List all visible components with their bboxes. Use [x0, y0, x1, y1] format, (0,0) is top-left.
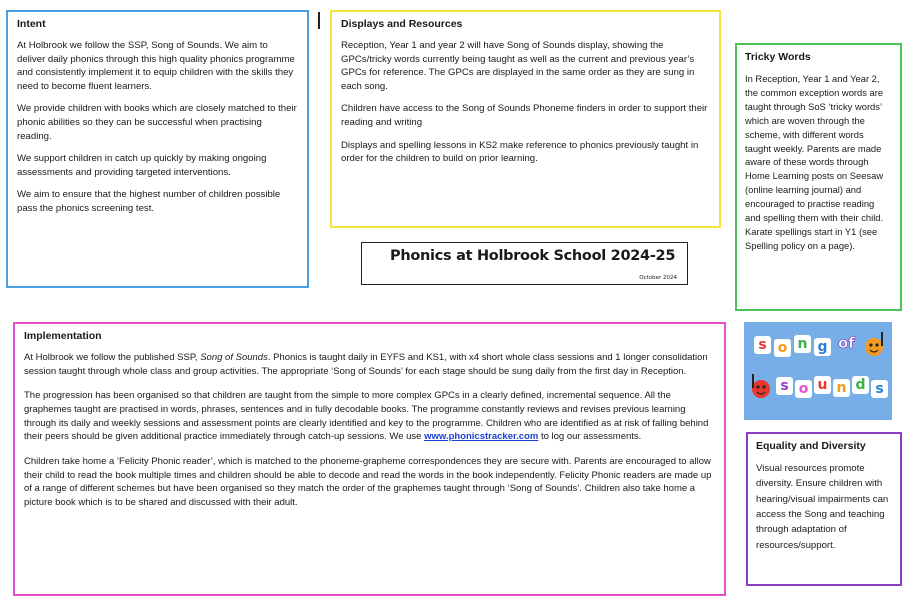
implementation-paragraph: Children take home a ‘Felicity Phonic reader’, which is matched to the phoneme-grapheme correspondences they are secure with. Parents are encouraged to allow their child to read the book multiple times and children should be able to decode and read the words in the book independently. Felicity Phonic readers are made up of a range of different schemes but have been organised so they match the order of the graphemes taught through ‘Song of Sounds’. Children also take home a picture book which is to be shared and discussed with their adult. — [24, 456, 712, 509]
text-span: The progression has been organised so that children are taught from the simple to more complex GPCs in a clearly defined, incremental sequence. All the graphemes taught are practised in words, phrases, sentences and in fully decodable books. The programme constantly reviews and revises previous learning through its daily and weekly sessions and assessment points are clearly identified and key to the programme. Children who are identified as at risk of falling behind their peers should be given additional practice immediately through catch-up sessions. We use — [24, 390, 709, 443]
intent-panel — [6, 10, 309, 288]
phonicstracker-link[interactable]: www.phonicstracker.com — [424, 431, 539, 443]
tricky-heading: Tricky Words — [745, 51, 811, 63]
equality-heading: Equality and Diversity — [756, 440, 866, 452]
logo-letter-tile: u — [814, 376, 831, 394]
text-span: . Phonics is taught daily in EYFS and KS1, with x4 short whole class sessions and 1 longer consolidation session taught through whole class and group activities. The appropriate ‘Song of Sounds’ for each stage should be sung daily from the first day in Reception. — [24, 352, 708, 377]
tricky-paragraph: In Reception, Year 1 and Year 2, the common exception words are taught through SoS ‘tricky words’ which are woven through the scheme, with different words taught weekly. Parents are made aware of these words through Home Learning posts on Seesaw (online learning journal) and encouraged to practise reading and spelling them with their child. Karate spellings start in Y1 (see Spelling policy on a page). — [745, 73, 884, 251]
intent-paragraph: We support children in catch up quickly by making ongoing assessments and providing targeted interventions. — [17, 153, 267, 178]
logo-letter-tile: d — [852, 376, 869, 394]
logo-letter-tile: g — [814, 338, 831, 356]
implementation-heading: Implementation — [24, 330, 102, 342]
displays-paragraph: Displays and spelling lessons in KS2 make reference to phonics previously taught in order for the children to build on prior learning. — [341, 139, 699, 165]
displays-paragraph: Children have access to the Song of Sounds Phoneme finders in order to support their reading and writing — [341, 103, 708, 129]
logo-letter-tile: s — [776, 377, 793, 395]
intent-paragraph: At Holbrook we follow the SSP, Song of Sounds. We aim to deliver daily phonics through this high quality phonics programme and consistently implement it to equip children with the skills they need to become fluent learners. — [17, 40, 295, 92]
implementation-panel — [13, 322, 726, 596]
music-note-character-icon — [862, 330, 888, 360]
text-span: to log our assessments. — [538, 431, 642, 443]
emphasis-song-of-sounds: Song of Sounds — [200, 352, 268, 363]
logo-of-text: of — [838, 334, 855, 352]
logo-letter-tile: s — [871, 380, 888, 398]
displays-resources-panel — [330, 10, 721, 228]
text-span: At Holbrook we follow the published SSP, — [24, 352, 201, 363]
intent-paragraph: We aim to ensure that the highest number of children possible pass the phonics screening test. — [17, 189, 281, 215]
page-title-box — [361, 242, 688, 285]
displays-heading: Displays and Resources — [341, 18, 463, 30]
implementation-paragraph — [24, 351, 715, 378]
divider-line — [318, 12, 320, 29]
song-of-sounds-logo — [744, 322, 892, 420]
implementation-paragraph — [24, 389, 715, 444]
displays-paragraph: Reception, Year 1 and year 2 will have Song of Sounds display, showing the GPCs/tricky words currently being taught as well as the current and previous year’s GPCs for reference. The GPCs are displayed in the same order as they are sung in each song. — [341, 40, 695, 92]
equality-paragraph: Visual resources promote diversity. Ensure children with hearing/visual impairments can access the Song and teaching through adaptation of resources/support. — [756, 463, 889, 551]
equality-diversity-panel — [746, 432, 902, 586]
page-title: Phonics at Holbrook School 2024-25 — [390, 248, 676, 264]
logo-letter-tile: o — [795, 380, 812, 398]
intent-heading: Intent — [17, 18, 46, 30]
logo-letter-tile: n — [794, 335, 811, 353]
title-date: October 2024 — [639, 275, 677, 281]
logo-letter-tile: s — [754, 336, 771, 354]
music-note-character-icon — [748, 372, 774, 402]
intent-paragraph: We provide children with books which are closely matched to their phonic abilities so they can be successful when practising reading. — [17, 103, 297, 142]
logo-letter-tile: o — [774, 339, 791, 357]
tricky-words-panel — [735, 43, 902, 311]
logo-letter-tile: n — [833, 379, 850, 397]
